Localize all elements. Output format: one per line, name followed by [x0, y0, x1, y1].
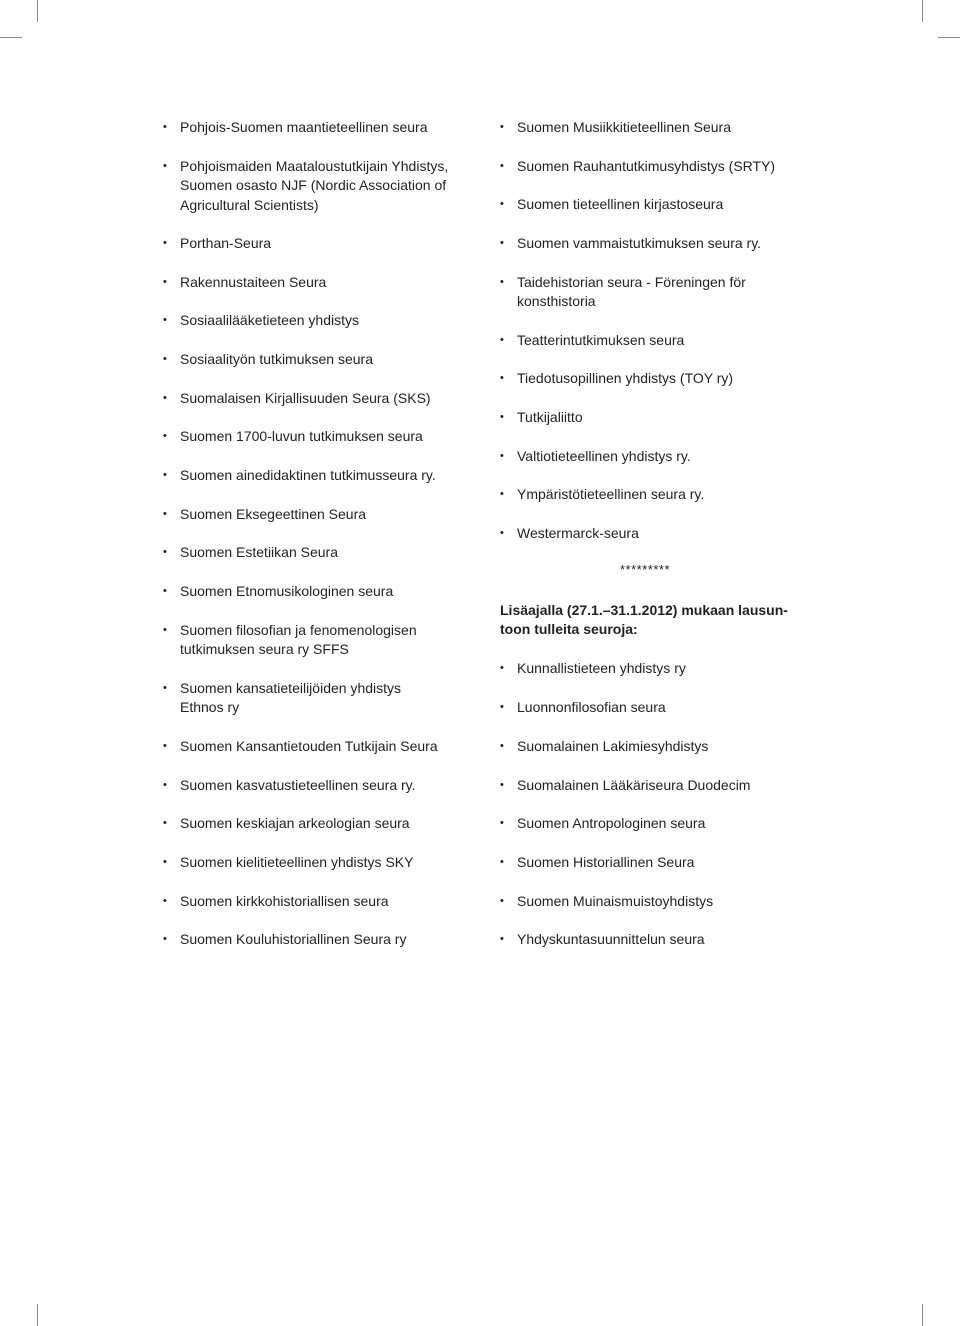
crop-mark-bottom-right: [922, 1304, 923, 1326]
list-item: • Suomen Kouluhistoriallinen Seura ry: [163, 930, 463, 949]
bullet: •: [163, 817, 167, 829]
list-item: • Pohjois-Suomen maantieteellinen seura: [163, 118, 463, 137]
bullet: •: [500, 121, 504, 133]
bullet: •: [500, 856, 504, 868]
bullet: •: [500, 198, 504, 210]
bullet: •: [500, 701, 504, 713]
crop-mark-top-left: [37, 0, 38, 22]
bullet: •: [163, 353, 167, 365]
bullet: •: [500, 160, 504, 172]
list-item: • Suomen vammaistutkimuksen seura ry.: [500, 234, 800, 253]
bullet: •: [163, 237, 167, 249]
list-item: • Sosiaalityön tutkimuksen seura: [163, 350, 463, 369]
separator: *********: [620, 562, 671, 577]
bullet: •: [500, 450, 504, 462]
list-item: • Suomen Estetiikan Seura: [163, 543, 463, 562]
bullet: •: [163, 624, 167, 636]
bullet: •: [163, 160, 167, 172]
list-item: • Tiedotusopillinen yhdistys (TOY ry): [500, 369, 800, 388]
list-item: • Suomen kirkkohistoriallisen seura: [163, 892, 463, 911]
list-item: • Taidehistorian seura - Föreningen för konsthistoria: [500, 274, 746, 310]
crop-mark-bottom-left: [37, 1304, 38, 1326]
bullet: •: [500, 779, 504, 791]
bullet: •: [163, 933, 167, 945]
list-item: • Suomalaisen Kirjallisuuden Seura (SKS): [163, 389, 463, 408]
list-item: • Teatterintutkimuksen seura: [500, 331, 800, 350]
list-item: • Suomen 1700-luvun tutkimuksen seura: [163, 427, 463, 446]
list-item: • Porthan-Seura: [163, 234, 463, 253]
list-item: • Suomen Musiikkitieteellinen Seura: [500, 118, 800, 137]
bullet: •: [500, 276, 504, 288]
list-item: • Suomen ainedidaktinen tutkimusseura ry.: [163, 466, 463, 485]
list-item: • Suomen kansatieteilijöiden yhdistys Ethnos ry: [163, 680, 402, 716]
late-heading: Lisäajalla (27.1.–31.1.2012) mukaan lausun- toon tulleita seuroja:: [500, 602, 788, 638]
list-item: • Valtiotieteellinen yhdistys ry.: [500, 447, 800, 466]
list-item: • Yhdyskuntasuunnittelun seura: [500, 930, 800, 949]
list-item: • Ympäristötieteellinen seura ry.: [500, 485, 800, 504]
list-item: • Suomen Rauhantutkimusyhdistys (SRTY): [500, 157, 800, 176]
list-item: • Suomen Muinaismuistoyhdistys: [500, 892, 800, 911]
list-item: • Suomen Eksegeettinen Seura: [163, 505, 463, 524]
bullet: •: [163, 546, 167, 558]
list-item: • Suomen kasvatustieteellinen seura ry.: [163, 776, 463, 795]
bullet: •: [163, 895, 167, 907]
list-item: • Westermarck-seura: [500, 524, 800, 543]
bullet: •: [163, 430, 167, 442]
list-item: • Suomalainen Lakimiesyhdistys: [500, 737, 800, 756]
list-item: • Suomen Historiallinen Seura: [500, 853, 800, 872]
list-item: • Suomen keskiajan arkeologian seura: [163, 814, 463, 833]
bullet: •: [500, 662, 504, 674]
list-item: • Sosiaalilääketieteen yhdistys: [163, 311, 463, 330]
bullet: •: [163, 276, 167, 288]
bullet: •: [500, 817, 504, 829]
list-item: • Tutkijaliitto: [500, 408, 800, 427]
bullet: •: [500, 334, 504, 346]
bullet: •: [163, 508, 167, 520]
bullet: •: [163, 856, 167, 868]
list-item: • Suomen kielitieteellinen yhdistys SKY: [163, 853, 463, 872]
bullet: •: [500, 527, 504, 539]
list-item: • Luonnonfilosofian seura: [500, 698, 800, 717]
list-item: • Suomen tieteellinen kirjastoseura: [500, 195, 800, 214]
bullet: •: [500, 488, 504, 500]
list-item: • Suomen Antropologinen seura: [500, 814, 800, 833]
bullet: •: [163, 469, 167, 481]
bullet: •: [500, 933, 504, 945]
list-item: • Rakennustaiteen Seura: [163, 273, 463, 292]
list-item: • Suomen filosofian ja fenomenologisen tutkimuksen seura ry SFFS: [163, 622, 417, 658]
bullet: •: [500, 740, 504, 752]
bullet: •: [500, 411, 504, 423]
list-item: • Suomen Etnomusikologinen seura: [163, 582, 463, 601]
list-item: • Kunnallistieteen yhdistys ry: [500, 659, 800, 678]
bullet: •: [163, 121, 167, 133]
bullet: •: [163, 314, 167, 326]
bullet: •: [163, 779, 167, 791]
crop-mark-top-right-h: [938, 37, 960, 38]
list-item: • Suomalainen Lääkäriseura Duodecim: [500, 776, 800, 795]
bullet: •: [500, 372, 504, 384]
bullet: •: [163, 740, 167, 752]
bullet: •: [500, 895, 504, 907]
bullet: •: [163, 392, 167, 404]
bullet: •: [500, 237, 504, 249]
bullet: •: [163, 585, 167, 597]
crop-mark-top-left-h: [0, 37, 22, 38]
list-item: • Pohjoismaiden Maataloustutkijain Yhdistys, Suomen osasto NJF (Nordic Association of Agricultural Scientists): [163, 158, 449, 213]
bullet: •: [163, 682, 167, 694]
list-item: • Suomen Kansantietouden Tutkijain Seura: [163, 737, 463, 756]
crop-mark-top-right: [922, 0, 923, 22]
